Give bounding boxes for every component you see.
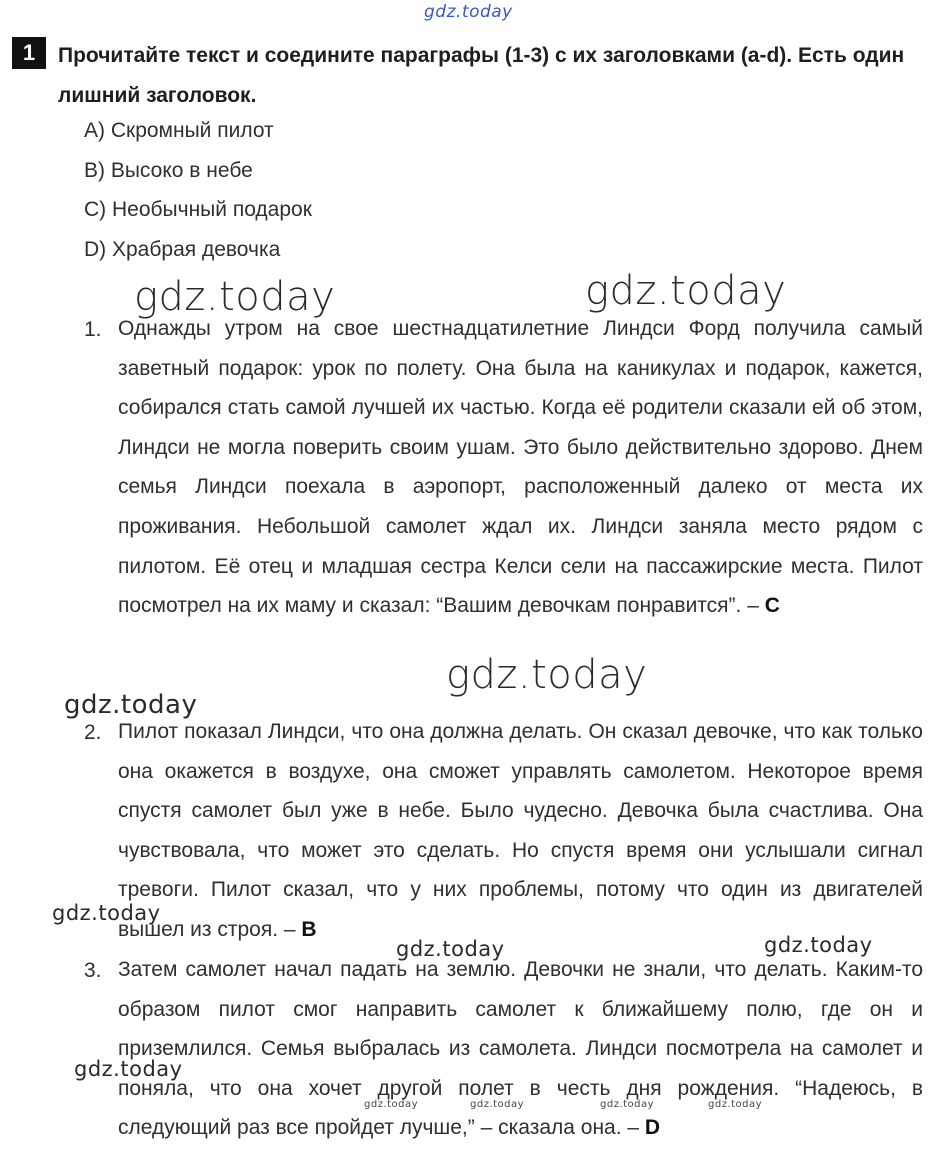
watermark: gdz.today <box>364 1099 419 1110</box>
paragraph-2 <box>118 712 923 950</box>
watermark: gdz.today <box>396 937 505 961</box>
paragraph-number: 1. <box>84 318 102 341</box>
paragraph-number: 3. <box>84 959 102 982</box>
heading-option-c: C) Необычный подарок <box>84 198 312 221</box>
paragraph-text: Пилот показал Линдси, что она должна делать. Он сказал девочке, что как только она окажется в воздухе, она сможет управлять самолетом. Некоторое время спустя самолет был уже в небе. Было чудесно. Девочка была счастлива. Она чувствовала, что может это сделать. Но спустя время они услышали сигнал тревоги. Пилот сказал, что у них проблемы, потому что один из двигателей вышел из строя. – <box>118 720 923 941</box>
paragraph-text: Однажды утром на свое шестнадцатилетние Линдси Форд получила самый заветный подарок: урок по полету. Она была на каникулах и подарок, кажется, собирался стать самой лучшей их частью. Когда её родители сказали ей об этом, Линдси не могла поверить своим ушам. Это было действительно здорово. Днем семья Линдси поехала в аэропорт, расположенный далеко от места их проживания. Небольшой самолет ждал их. Линдси заняла место рядом с пилотом. Её отец и младшая сестра Келси сели на пассажирские места. Пилот посмотрел на их маму и сказал: “Вашим девочкам понравится”. – <box>118 317 923 618</box>
watermark: gdz.today <box>52 901 161 925</box>
paragraph-3 <box>118 950 923 1148</box>
answer-letter: C <box>764 594 780 618</box>
watermark: gdz.today <box>134 274 336 320</box>
watermark: gdz.today <box>446 652 648 698</box>
paragraph-number: 2. <box>84 721 102 744</box>
paragraph-text: Затем самолет начал падать на землю. Девочки не знали, что делать. Каким-то образом пилот смог направить самолет к ближайшему полю, где он и приземлился. Семья выбралась из самолета. Линдси посмотрела на самолет и поняла, что она хочет другой полет в честь дня рождения. “Надеюсь, в следующий раз все пройдет лучше,” – сказала она. – <box>118 958 923 1140</box>
watermark: gdz.today <box>600 1099 655 1110</box>
task-instruction: Прочитайте текст и соедините параграфы (1-3) с их заголовками (a-d). Есть один лишний заголовок. <box>58 44 905 107</box>
answer-letter: D <box>644 1116 661 1140</box>
heading-option-a: A) Скромный пилот <box>84 119 274 142</box>
task-number-badge: 1 <box>12 37 46 69</box>
answer-letter: B <box>301 917 317 941</box>
watermark: gdz.today <box>74 1057 183 1081</box>
heading-option-b: B) Высоко в небе <box>84 159 253 182</box>
watermark: gdz.today <box>585 268 787 314</box>
watermark: gdz.today <box>764 933 873 957</box>
watermark: gdz.today <box>64 690 198 720</box>
paragraph-1 <box>118 309 923 626</box>
watermark: gdz.today <box>708 1099 763 1110</box>
watermark: gdz.today <box>470 1099 525 1110</box>
watermark-top: gdz.today <box>424 2 513 22</box>
heading-option-d: D) Храбрая девочка <box>84 238 281 261</box>
